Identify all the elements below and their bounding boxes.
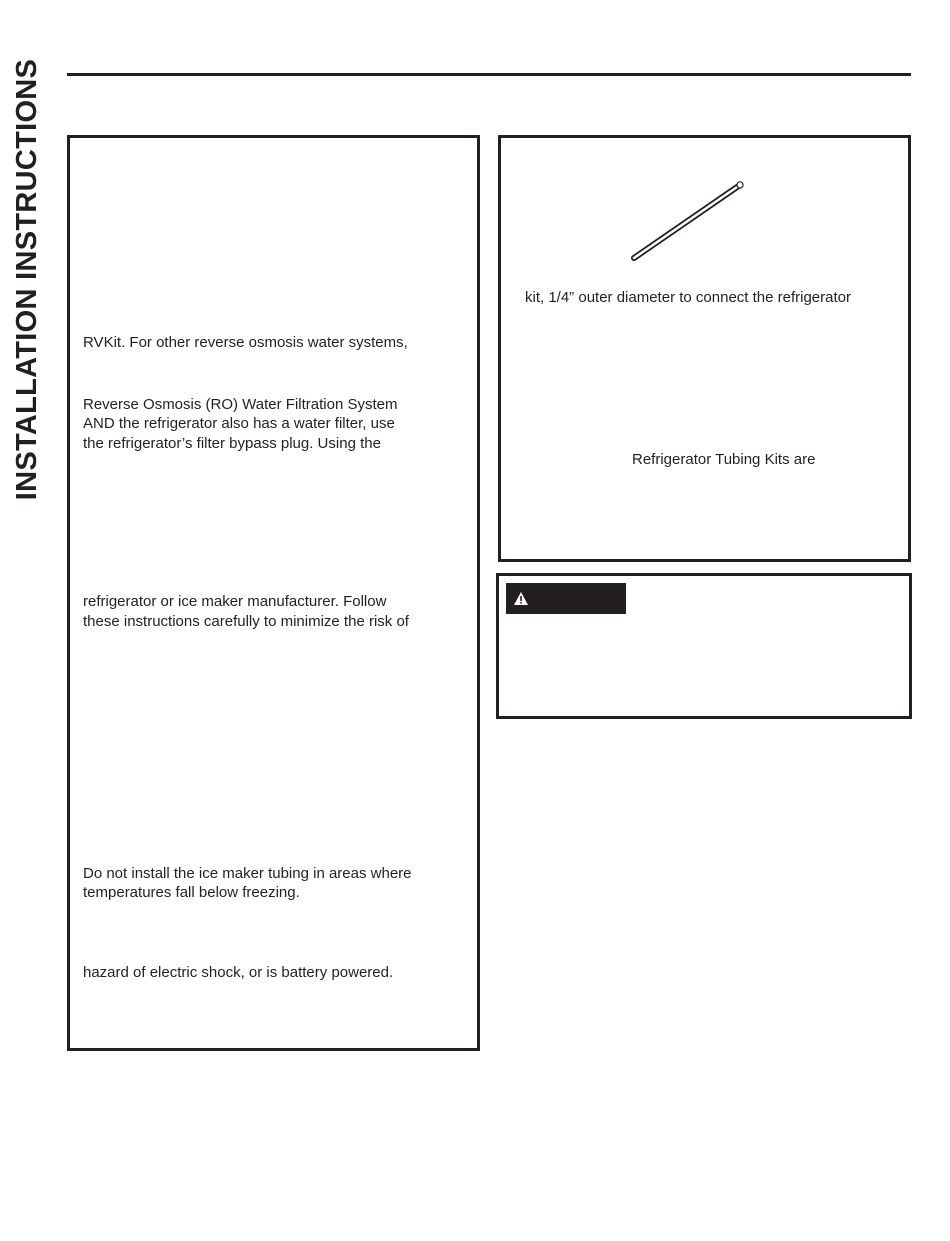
left-paragraph-2-line-3: the refrigerator’s filter bypass plug. Using the	[83, 435, 381, 452]
left-paragraph-2-line-2: AND the refrigerator also has a water filter, use	[83, 415, 395, 432]
section-title-text: INSTALLATION INSTRUCTIONS	[11, 58, 44, 500]
left-paragraph-2-line-1: Reverse Osmosis (RO) Water Filtration System	[83, 396, 398, 413]
section-title-vertical	[11, 36, 45, 522]
left-paragraph-3-line-2: these instructions carefully to minimize the risk of	[83, 613, 409, 630]
warning-badge	[506, 583, 626, 614]
left-paragraph-1: RVKit. For other reverse osmosis water systems,	[83, 334, 408, 351]
header-rule	[67, 73, 911, 76]
left-paragraph-4-line-2: temperatures fall below freezing.	[83, 884, 300, 901]
warning-triangle-icon	[513, 591, 529, 606]
tubing-kit-caption: kit, 1/4” outer diameter to connect the refrigerator	[525, 289, 851, 306]
left-paragraph-3-line-1: refrigerator or ice maker manufacturer. Follow	[83, 593, 387, 610]
left-paragraph-4-line-1: Do not install the ice maker tubing in areas where	[83, 865, 412, 882]
tubing-kits-note: Refrigerator Tubing Kits are	[632, 451, 816, 468]
left-paragraph-5: hazard of electric shock, or is battery powered.	[83, 964, 394, 981]
tubing-illustration	[626, 178, 750, 264]
